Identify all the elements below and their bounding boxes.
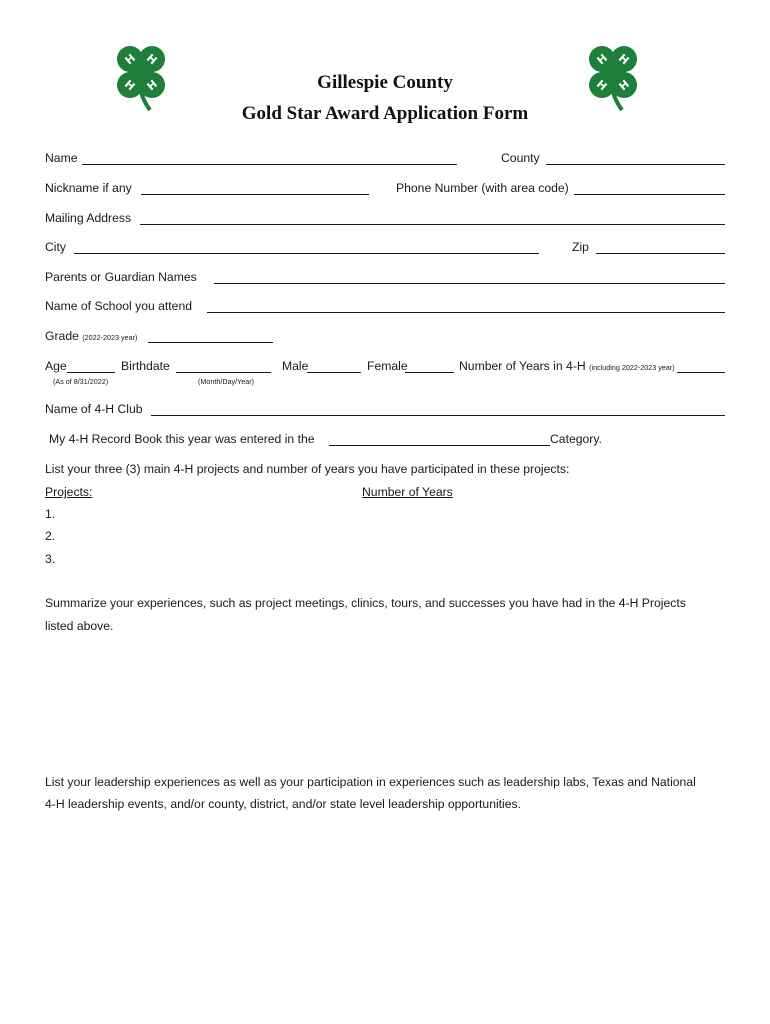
female-field[interactable]	[405, 372, 454, 373]
summary-prompt-line2: listed above.	[45, 619, 114, 633]
city-label: City	[45, 240, 66, 254]
grade-note: (2022-2023 year)	[82, 333, 138, 342]
birthdate-label: Birthdate	[121, 359, 170, 373]
city-field[interactable]	[74, 253, 539, 254]
leadership-answer-area[interactable]	[45, 820, 725, 1000]
birthdate-field[interactable]	[176, 372, 271, 373]
grade-field[interactable]	[148, 342, 273, 343]
project-item-1: 1.	[45, 507, 56, 521]
form-title: Gold Star Award Application Form	[241, 103, 529, 124]
phone-label: Phone Number (with area code)	[396, 181, 569, 195]
mailing-label: Mailing Address	[45, 211, 132, 225]
summary-answer-area[interactable]	[45, 640, 725, 765]
age-field[interactable]	[67, 372, 115, 373]
clover-letter: H	[144, 77, 161, 94]
years-in-4h-field[interactable]	[677, 372, 725, 373]
record-book-label: My 4-H Record Book this year was entered in the	[49, 432, 315, 446]
years-note: (including 2022-2023 year)	[589, 363, 675, 372]
zip-field[interactable]	[596, 253, 725, 254]
county-label: County	[501, 151, 540, 165]
clover-letter: H	[121, 77, 138, 94]
name-field[interactable]	[82, 164, 457, 165]
projects-intro: List your three (3) main 4-H projects and number of years you have participated in these projects:	[45, 462, 570, 476]
county-title: Gillespie County	[317, 72, 453, 93]
phone-field[interactable]	[574, 194, 725, 195]
female-label: Female	[367, 359, 408, 373]
nickname-label: Nickname if any	[45, 181, 132, 195]
county-field[interactable]	[546, 164, 725, 165]
project-item-2: 2.	[45, 529, 56, 543]
male-label: Male	[282, 359, 309, 373]
summary-prompt-line1: Summarize your experiences, such as project meetings, clinics, tours, and successes you have had in the 4-H Projects	[45, 596, 686, 610]
birthdate-note: (Month/Day/Year)	[198, 377, 255, 386]
clover-letter: H	[143, 51, 160, 68]
clover-letter: H	[594, 51, 611, 68]
age-note: (As of 8/31/2022)	[53, 377, 109, 386]
project-item-3: 3.	[45, 552, 56, 566]
club-label: Name of 4-H Club	[45, 402, 143, 416]
parents-field[interactable]	[214, 283, 725, 284]
school-field[interactable]	[207, 312, 725, 313]
nickname-field[interactable]	[141, 194, 369, 195]
record-book-category-field[interactable]	[329, 445, 550, 446]
club-field[interactable]	[151, 415, 725, 416]
clover-letter: H	[593, 77, 610, 94]
clover-letter: H	[122, 51, 139, 68]
years-column-header: Number of Years	[362, 485, 453, 499]
name-label: Name	[45, 151, 78, 165]
clover-letter: H	[615, 51, 632, 68]
mailing-field[interactable]	[140, 224, 725, 225]
school-label: Name of School you attend	[45, 299, 193, 313]
clover-letter: H	[616, 77, 633, 94]
zip-label: Zip	[572, 240, 589, 254]
parents-label: Parents or Guardian Names	[45, 270, 197, 284]
leadership-prompt-line2: 4-H leadership events, and/or county, district, and/or state level leadership opportunities.	[45, 797, 522, 811]
leadership-prompt-line1: List your leadership experiences as well as your participation in experiences such as leadership labs, Texas and National	[45, 775, 696, 789]
category-label: Category.	[550, 432, 602, 446]
grade-label: Grade (2022-2023 year)	[45, 329, 138, 343]
age-label: Age	[45, 359, 67, 373]
years-in-4h-label: Number of Years in 4-H (including 2022-2023 year)	[459, 359, 675, 373]
male-field[interactable]	[307, 372, 361, 373]
projects-column-header: Projects:	[45, 485, 93, 499]
